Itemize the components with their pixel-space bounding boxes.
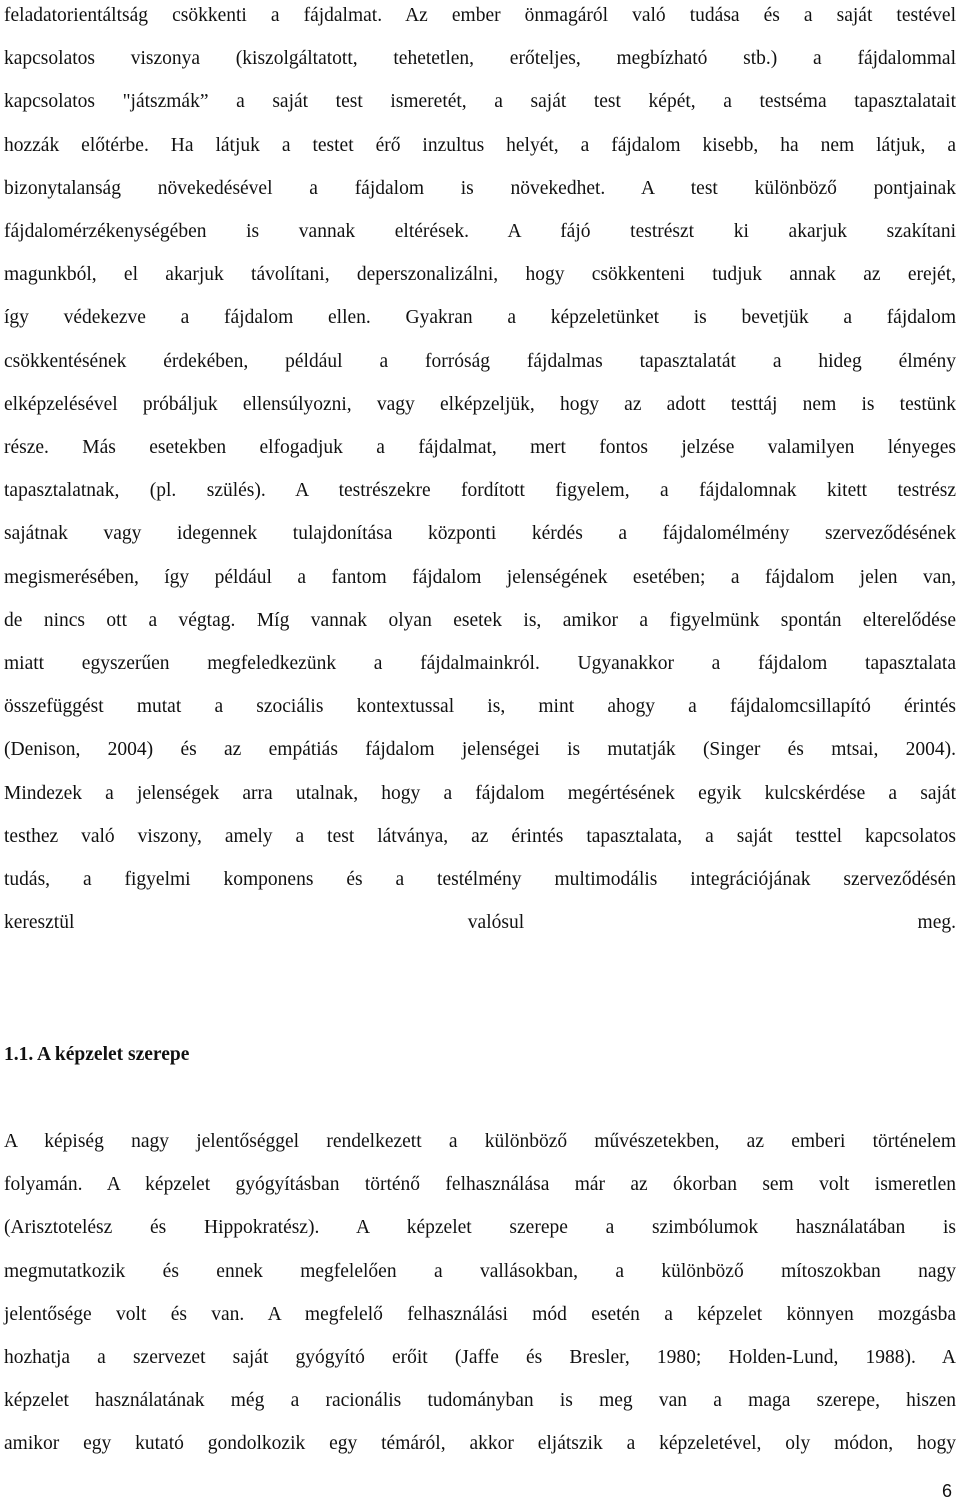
text-line: megmutatkozik és ennek megfelelően a vallásokban, a különböző mítoszokban nagy [4, 1260, 956, 1282]
text-line: így védekezve a fájdalom ellen. Gyakran a képzeletünket is bevetjük a fájdalom [4, 307, 956, 329]
text-line: jelentősége volt és van. A megfelelő felhasználási mód esetén a képzelet könnyen mozgásba [4, 1303, 956, 1325]
text-line: keresztül valósul meg. [4, 912, 956, 934]
text-line: bizonytalanság növekedésével a fájdalom is növekedhet. A test különböző pontjainak [4, 177, 956, 199]
text-line: képzelet használatának még a racionális tudományban is meg van a maga szerepe, hiszen [4, 1390, 956, 1412]
text-line: magunkból, el akarjuk távolítani, deperszonalizálni, hogy csökkenteni tudjuk annak az erejét, [4, 264, 956, 286]
text-line: fájdalomérzékenységében is vannak eltérések. A fájó testrészt ki akarjuk szakítani [4, 221, 956, 243]
text-line: de nincs ott a végtag. Míg vannak olyan esetek is, amikor a figyelmünk spontán elterelődése [4, 609, 956, 631]
text-line: feladatorientáltság csökkenti a fájdalmat. Az ember önmagáról való tudása és a saját testével [4, 5, 956, 26]
text-line: (Arisztotelész és Hippokratész). A képzelet szerepe a szimbólumok használatában is [4, 1217, 956, 1239]
text-line: elképzelésével próbáljuk ellensúlyozni, vagy elképzeljük, hogy az adott testtáj nem is testünk [4, 393, 956, 415]
text-line: tudás, a figyelmi komponens és a testélmény multimodális integrációjának szerveződésén [4, 869, 956, 891]
text-line: A képiség nagy jelentőséggel rendelkezett a különböző művészetekben, az emberi történelem [4, 1131, 956, 1152]
text-line: megismerésében, így például a fantom fájdalom jelenségének esetében; a fájdalom jelen van, [4, 566, 956, 588]
text-line: kapcsolatos "játszmák” a saját test ismeretét, a saját test képét, a testséma tapasztalatait [4, 91, 956, 113]
text-line: miatt egyszerűen megfeledkezünk a fájdalmainkról. Ugyanakkor a fájdalom tapasztalata [4, 653, 956, 675]
section-heading: 1.1. A képzelet szerepe [4, 1044, 190, 1065]
text-line: tapasztalatnak, (pl. szülés). A testrészekre fordított figyelem, a fájdalomnak kitett testrész [4, 480, 956, 502]
text-line: Mindezek a jelenségek arra utalnak, hogy a fájdalom megértésének egyik kulcskérdése a saját [4, 782, 956, 804]
page-number: 6 [941, 1481, 952, 1501]
body-paragraph-1 [4, 0, 956, 944]
text-line: sajátnak vagy idegennek tulajdonítása központi kérdés a fájdalomélmény szerveződésének [4, 523, 956, 545]
text-line: csökkentésének érdekében, például a forróság fájdalmas tapasztalatát a hideg élmény [4, 350, 956, 372]
text-line: folyamán. A képzelet gyógyításban történő felhasználása már az ókorban sem volt ismeretlen [4, 1174, 956, 1196]
text-line: hozhatja a szervezet saját gyógyító erőit (Jaffe és Bresler, 1980; Holden-Lund, 1988). A [4, 1347, 956, 1369]
text-line: kapcsolatos viszonya (kiszolgáltatott, tehetetlen, erőteljes, megbízható stb.) a fájdalommal [4, 48, 956, 70]
text-line: összefüggést mutat a szociális kontextussal is, mint ahogy a fájdalomcsillapító érintés [4, 696, 956, 718]
text-line: része. Más esetekben elfogadjuk a fájdalmat, mert fontos jelzése valamilyen lényeges [4, 437, 956, 459]
body-paragraph-2 [4, 1120, 956, 1466]
text-line: amikor egy kutató gondolkozik egy témáról, akkor eljátszik a képzeletével, oly módon, hogy [4, 1433, 956, 1455]
text-line: hozzák előtérbe. Ha látjuk a testet érő inzultus helyét, a fájdalom kisebb, ha nem látjuk, a [4, 134, 956, 156]
text-line: testhez való viszony, amely a test látványa, az érintés tapasztalata, a saját testtel kapcsolatos [4, 825, 956, 847]
text-line: (Denison, 2004) és az empátiás fájdalom jelenségei is mutatják (Singer és mtsai, 2004). [4, 739, 956, 761]
